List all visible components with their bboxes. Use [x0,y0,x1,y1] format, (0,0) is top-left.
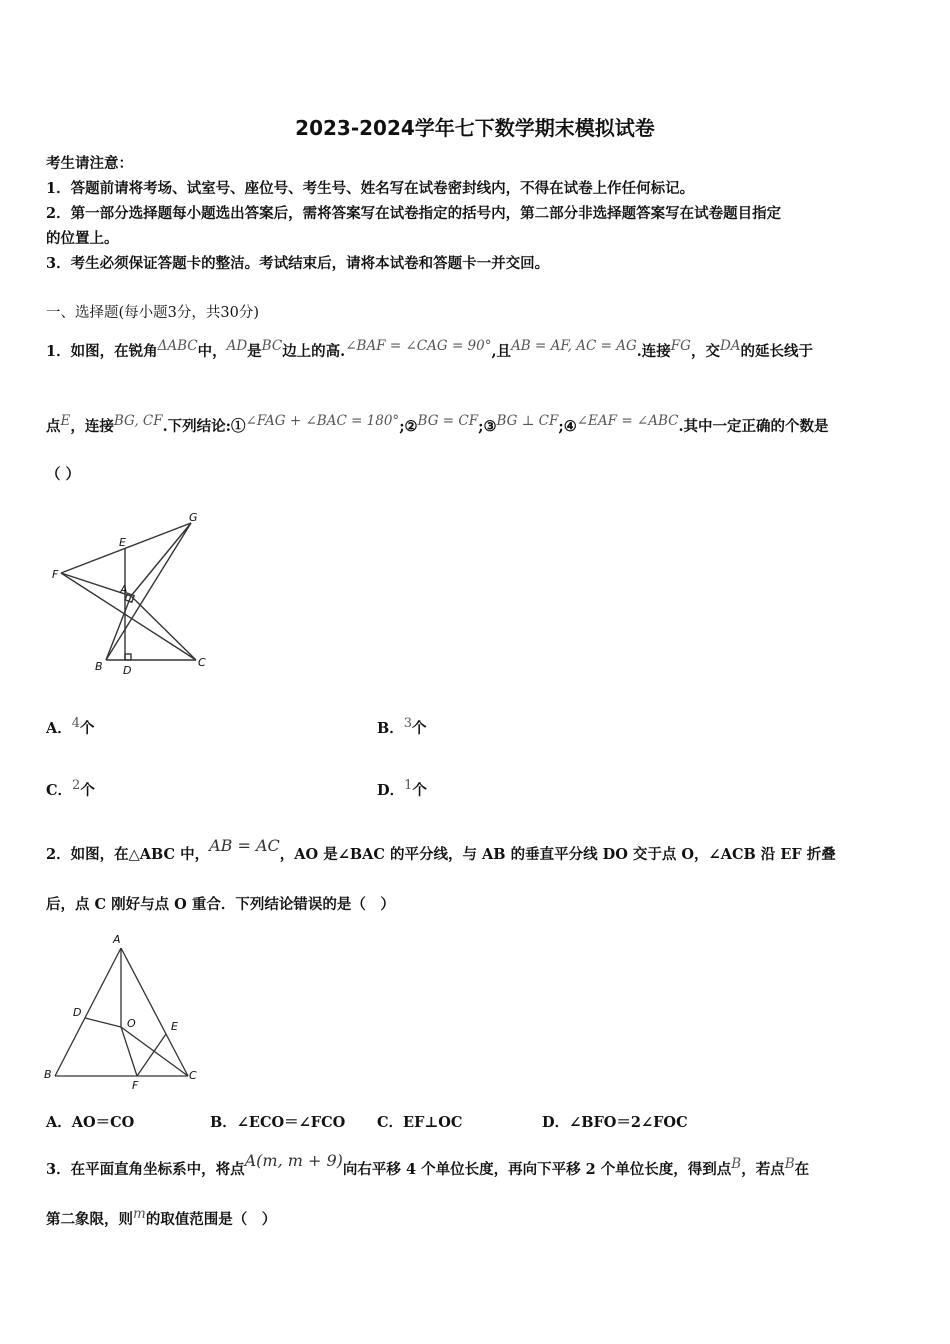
q2-text: ，AO 是∠BAC 的平分线，与 AB 的垂直平分线 DO 交于点 O，∠ACB 沿 EF 折叠 [279,846,836,863]
label-A: A [113,933,121,946]
line-FC [61,573,196,660]
q1-math: DA [719,338,741,354]
label-C: C [198,656,206,669]
q1-option-b[interactable] [377,717,427,738]
q3-text: 3．在平面直角坐标系中，将点 [46,1161,245,1178]
q1-option-c[interactable] [46,779,95,800]
label-D: D [123,664,132,677]
label-F: F [132,1079,139,1090]
line-DO [85,1018,121,1027]
notice-item-3: 3．考生必须保证答题卡的整洁。考试结束后，请将本试卷和答题卡一并交回。 [46,255,550,272]
q1-text: 1．如图，在锐角 [46,343,158,360]
notice-item-1: 1．答题前请将考场、试室号、座位号、考生号、姓名写在试卷密封线内，不得在试卷上作任何标记。 [46,180,695,197]
q1-text: ;② [399,418,418,435]
q1-math: ∠FAG + ∠BAC = 180° [245,413,400,429]
q1-text: 中， [197,343,227,360]
q1-math: ∠EAF = ∠ABC [576,413,679,429]
q2-option-b[interactable]: B．∠ECO＝∠FCO [210,1114,346,1131]
q3-text: 向右平移 4 个单位长度，再向下平移 2 个单位长度，得到点 [342,1161,732,1178]
q3-text: 在 [794,1161,810,1178]
q1-line-2 [46,415,829,436]
option-label: C． [46,782,73,799]
option-number: 3 [403,716,413,731]
q2-option-d[interactable]: D．∠BFO＝2∠FOC [542,1114,688,1131]
q3-line-1 [46,1151,810,1179]
label-B: B [95,660,103,673]
q1-text: ,且 [491,343,512,360]
option-number: 1 [404,778,413,793]
label-B: B [44,1068,52,1081]
q1-math: BC [261,338,283,354]
q1-math: BG ⊥ CF [496,413,559,429]
line-AC [131,596,196,660]
q1-math: ΔABC [157,338,198,354]
label-D: D [73,1006,82,1019]
label-E: E [119,536,126,549]
q1-text: ;④ [558,418,577,435]
option-label: D． [377,782,405,799]
q3-text: ，若点 [741,1161,785,1178]
q1-math: E [60,413,71,429]
option-unit: 个 [412,782,427,799]
line-FE [137,1034,166,1076]
option-unit: 个 [80,782,95,799]
label-G: G [189,511,198,524]
q1-line-1 [46,340,813,361]
notice-heading: 考生请注意： [46,155,133,172]
q3-text: 第二象限，则 [46,1211,133,1228]
q1-text: 的延长线于 [740,343,814,360]
q3-math: B [731,1156,742,1172]
page-title: 2023-2024学年七下数学期末模拟试卷 [295,116,655,140]
q3-line-2 [46,1208,276,1229]
q1-text: 是 [247,343,262,360]
q1-option-d[interactable] [377,779,427,800]
q3-math: m [133,1206,146,1222]
q1-text: .下列结论:① [162,418,246,435]
label-F: F [52,568,59,581]
q2-figure [40,930,205,1090]
line-OF [121,1027,137,1076]
right-angle-mark-D [125,654,131,660]
option-unit: 个 [80,720,95,737]
q2-math: AB = AC [209,836,280,855]
label-E: E [171,1020,178,1033]
q1-text: ，连接 [70,418,114,435]
line-AB [55,948,121,1076]
q2-text: 2．如图，在△ABC 中， [46,846,210,863]
q1-option-a[interactable] [46,717,95,738]
option-number: 4 [71,716,81,731]
label-A: A [120,583,128,596]
q3-math: B [784,1156,795,1172]
q1-math: AD [226,338,248,354]
option-number: 2 [72,778,81,793]
option-unit: 个 [412,720,427,737]
line-BA [106,596,131,660]
q1-text: .连接 [636,343,671,360]
q1-math: FG [670,338,691,354]
q1-text: ;③ [478,418,497,435]
label-C: C [189,1069,197,1082]
q1-text: 边上的高. [282,343,346,360]
q1-text: ，交 [690,343,720,360]
q3-math: A(m, m + 9) [244,1151,343,1170]
q1-math: BG, CF [113,413,163,429]
q1-answer-paren: （ ） [46,466,81,483]
q2-line-1 [46,836,836,864]
q2-line-2: 后，点 C 刚好与点 O 重合．下列结论错误的是（ ） [46,896,395,913]
q2-option-a[interactable]: A．AO＝CO [46,1114,135,1131]
line-FG [61,523,191,573]
option-label: A． [46,720,72,737]
q3-text: 的取值范围是（ ） [145,1211,277,1228]
option-label: B． [377,720,404,737]
q1-text: 点 [46,418,61,435]
q1-text: .其中一定正确的个数是 [678,418,829,435]
q1-math: AB = AF, AC = AG [511,338,637,354]
q1-math: ∠BAF = ∠CAG = 90° [345,338,492,354]
notice-item-2a: 2．第一部分选择题每小题选出答案后，需将答案写在试卷指定的括号内，第二部分非选择题答案写在试卷题目指定 [46,205,782,222]
label-O: O [127,1017,136,1030]
q1-figure [46,508,216,680]
notice-item-2b: 的位置上。 [46,230,119,247]
q2-option-c[interactable]: C．EF⊥OC [377,1114,463,1131]
q1-math: BG = CF [417,413,479,429]
section-heading: 一、选择题(每小题3分，共30分) [46,305,259,321]
